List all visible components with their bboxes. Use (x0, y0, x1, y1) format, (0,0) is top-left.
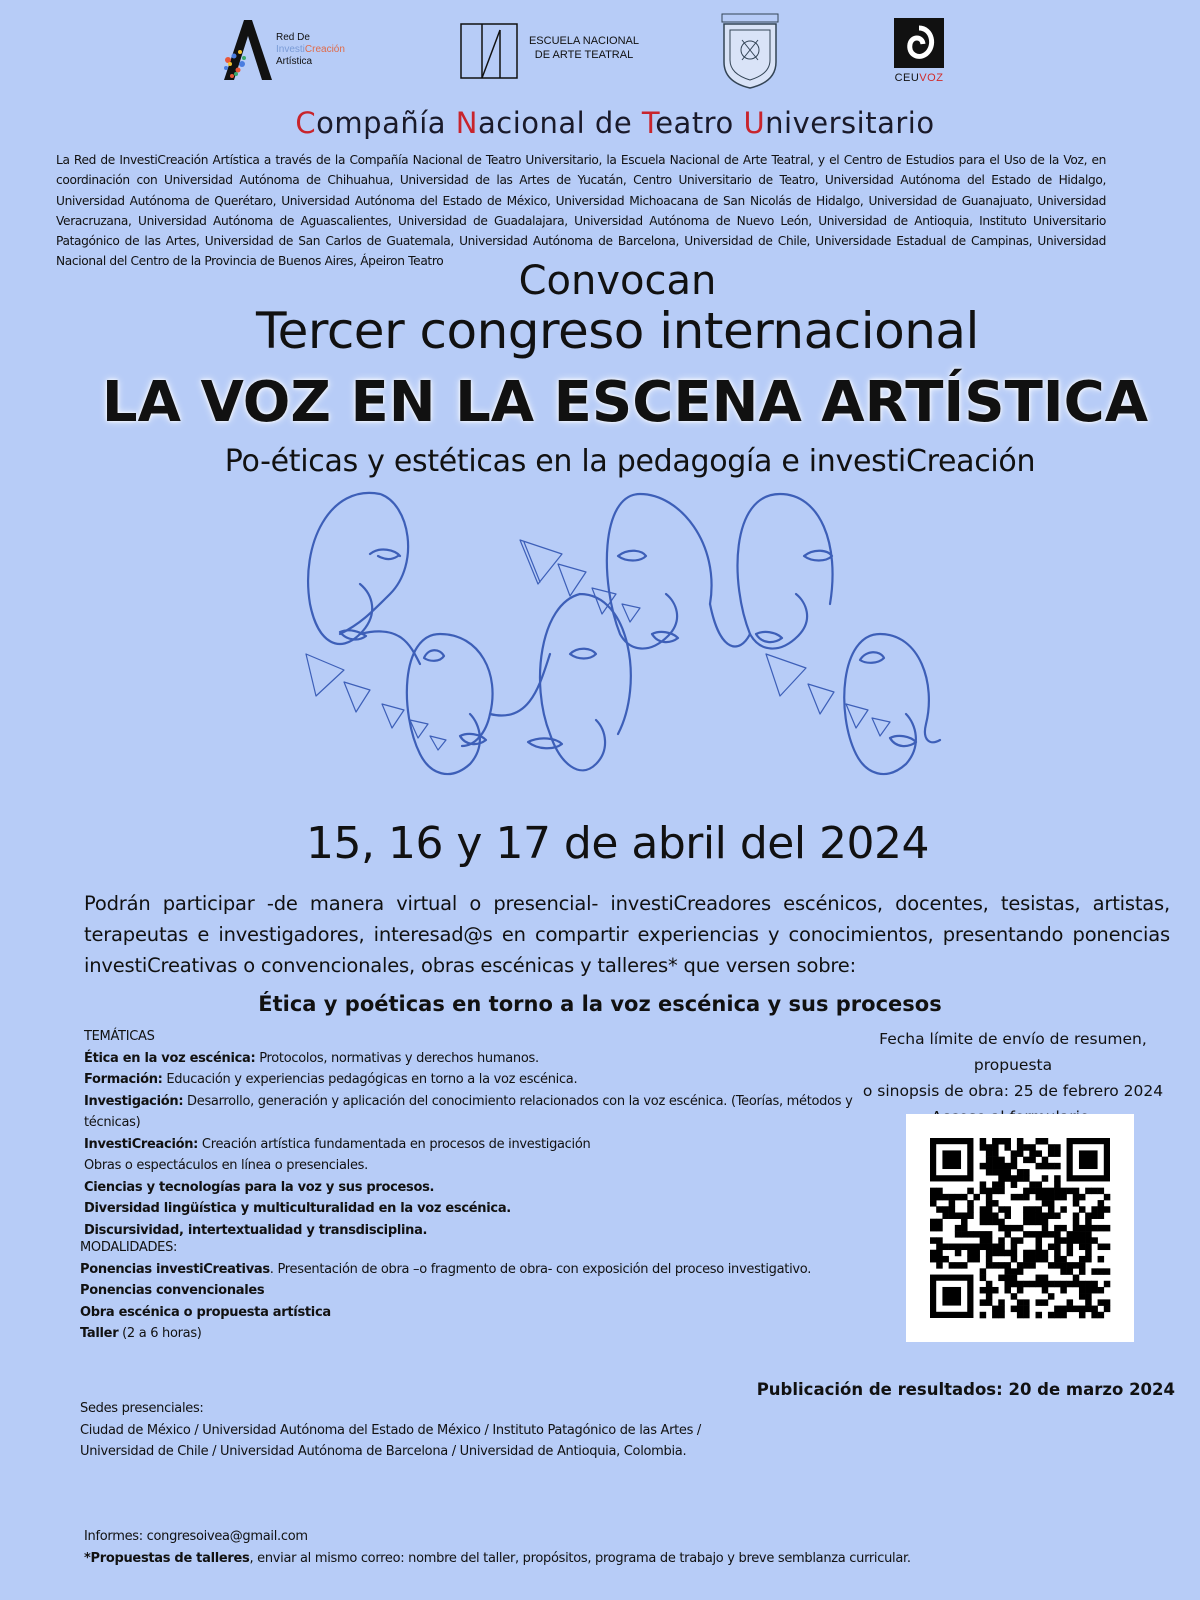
deadline-line: Fecha límite de envío de resumen, propuesta (879, 1030, 1147, 1074)
list-item: Taller (2 a 6 horas) (80, 1326, 202, 1341)
company-title: Compañía Nacional de Teatro Universitario (295, 106, 935, 140)
congress-heading: Tercer congreso internacional (256, 302, 979, 360)
modalidades-heading: MODALIDADES: (80, 1240, 178, 1255)
intro-paragraph: La Red de InvestiCreación Artística a través de la Compañía Nacional de Teatro Universitario, la Escuela Nacional de Arte Teatral, y el Centro de Estudios para el Uso de la Voz, en coordinación con Universidad Autónoma de Chihuahua, Universidad de las Artes de Yucatán, Centro Universitario de Teatro, Universidad Autónoma del Estado de Hidalgo, Universidad Autónoma de Querétaro, Universidad Autónoma del Estado de México, Universidad Michoacana de San Nicolás de Hidalgo, Universidad de Guanajuato, Universidad Veracruzana, Universidad Autónoma de Aguascalientes, Universidad de Guadalajara, Universidad Autónoma de Nuevo León, Universidad de Antioquia, Instituto Universitario Patagónico de las Artes, Universidad de San Carlos de Guatemala, Universidad Autónoma de Barcelona, Universidad de Chile, Universidade Estadual de Campinas, Universidad Nacional del Centro de la Provincia de Buenos Aires, Ápeiron Teatro (56, 153, 1106, 269)
list-item: Ciencias y tecnologías para la voz y sus procesos. (84, 1179, 435, 1195)
tematicas-list (84, 1026, 884, 1241)
qr-code-icon (906, 1114, 1134, 1342)
informes-block (84, 1526, 1084, 1569)
deadline-line: o sinopsis de obra: 25 de febrero 2024 (862, 1082, 1164, 1100)
list-item: Discursividad, intertextualidad y transdisciplina. (84, 1222, 428, 1238)
enat-logo-label: ESCUELA NACIONAL DE ARTE TEATRAL (528, 35, 640, 61)
sedes-block (80, 1398, 880, 1463)
qr-code[interactable] (906, 1114, 1134, 1342)
list-item: Diversidad lingüística y multiculturalidad en la voz escénica. (84, 1201, 511, 1216)
workshop-note: *Propuestas de talleres, enviar al mismo correo: nombre del taller, propósitos, programa de trabajo y breve semblanza curricular. (84, 1550, 911, 1566)
list-item: Formación: Educación y experiencias pedagógicas en torno a la voz escénica. (84, 1072, 578, 1087)
contact-email[interactable]: Informes: congresoivea@gmail.com (84, 1529, 308, 1544)
congress-title: LA VOZ EN LA ESCENA ARTÍSTICA (101, 370, 1149, 435)
list-item: InvestiCreación: Creación artística fundamentada en procesos de investigación (84, 1136, 591, 1152)
list-item: Obras o espectáculos en línea o presenciales. (84, 1158, 368, 1173)
main-theme-heading: Ética y poéticas en torno a la voz escénica y sus procesos (258, 992, 942, 1016)
list-item: Investigación: Desarrollo, generación y aplicación del conocimiento relacionados con la voz escénica. (Teorías, métodos y técnicas) (84, 1093, 853, 1130)
list-item: Ética en la voz escénica: Protocolos, normativas y derechos humanos. (84, 1050, 539, 1066)
results-date: Publicación de resultados: 20 de marzo 2024 (756, 1380, 1175, 1399)
red-investicreacion-logo (220, 16, 370, 84)
convocan-heading: Convocan (518, 258, 717, 304)
participation-paragraph: Podrán participar -de manera virtual o presencial- investiCreadores escénicos, docentes, tesistas, artistas, terapeutas e investigadores, interesad@s en compartir experiencias y conocimientos, presentando ponencias investiCreativas o convencionales, obras escénicas y talleres* que versen sobre: (84, 892, 1170, 977)
university-shield-logo (720, 12, 780, 90)
congress-dates: 15, 16 y 17 de abril del 2024 (305, 818, 930, 869)
red-a-letter-icon (220, 16, 276, 84)
red-logo-label: Red De InvestiCreación Artística (276, 32, 345, 67)
tematicas-heading: TEMÁTICAS (84, 1029, 155, 1044)
sedes-heading: Sedes presenciales: (80, 1401, 204, 1416)
shield-icon (720, 12, 780, 90)
ceuvoz-logo (890, 16, 948, 88)
sedes-line: Universidad de Chile / Universidad Autónoma de Barcelona / Universidad de Antioquia, Colombia. (80, 1444, 687, 1459)
list-item: Ponencias investiCreativas. Presentación de obra –o fragmento de obra- con exposición del proceso investigativo. (80, 1261, 812, 1277)
list-item: Obra escénica o propuesta artística (80, 1304, 331, 1320)
enat-logo (460, 20, 650, 84)
modalidades-list (80, 1237, 880, 1345)
congress-subtitle: Po-éticas y estéticas en la pedagogía e investiCreación (224, 444, 1036, 479)
enat-mark-icon (460, 20, 520, 80)
ceuvoz-label: CEUVOZ (894, 72, 944, 84)
list-item: Ponencias convencionales (80, 1283, 265, 1298)
faces-illustration (300, 484, 960, 800)
ceuvoz-spiral-icon (890, 16, 948, 72)
sedes-line: Ciudad de México / Universidad Autónoma del Estado de México / Instituto Patagónico de las Artes / (80, 1422, 702, 1438)
